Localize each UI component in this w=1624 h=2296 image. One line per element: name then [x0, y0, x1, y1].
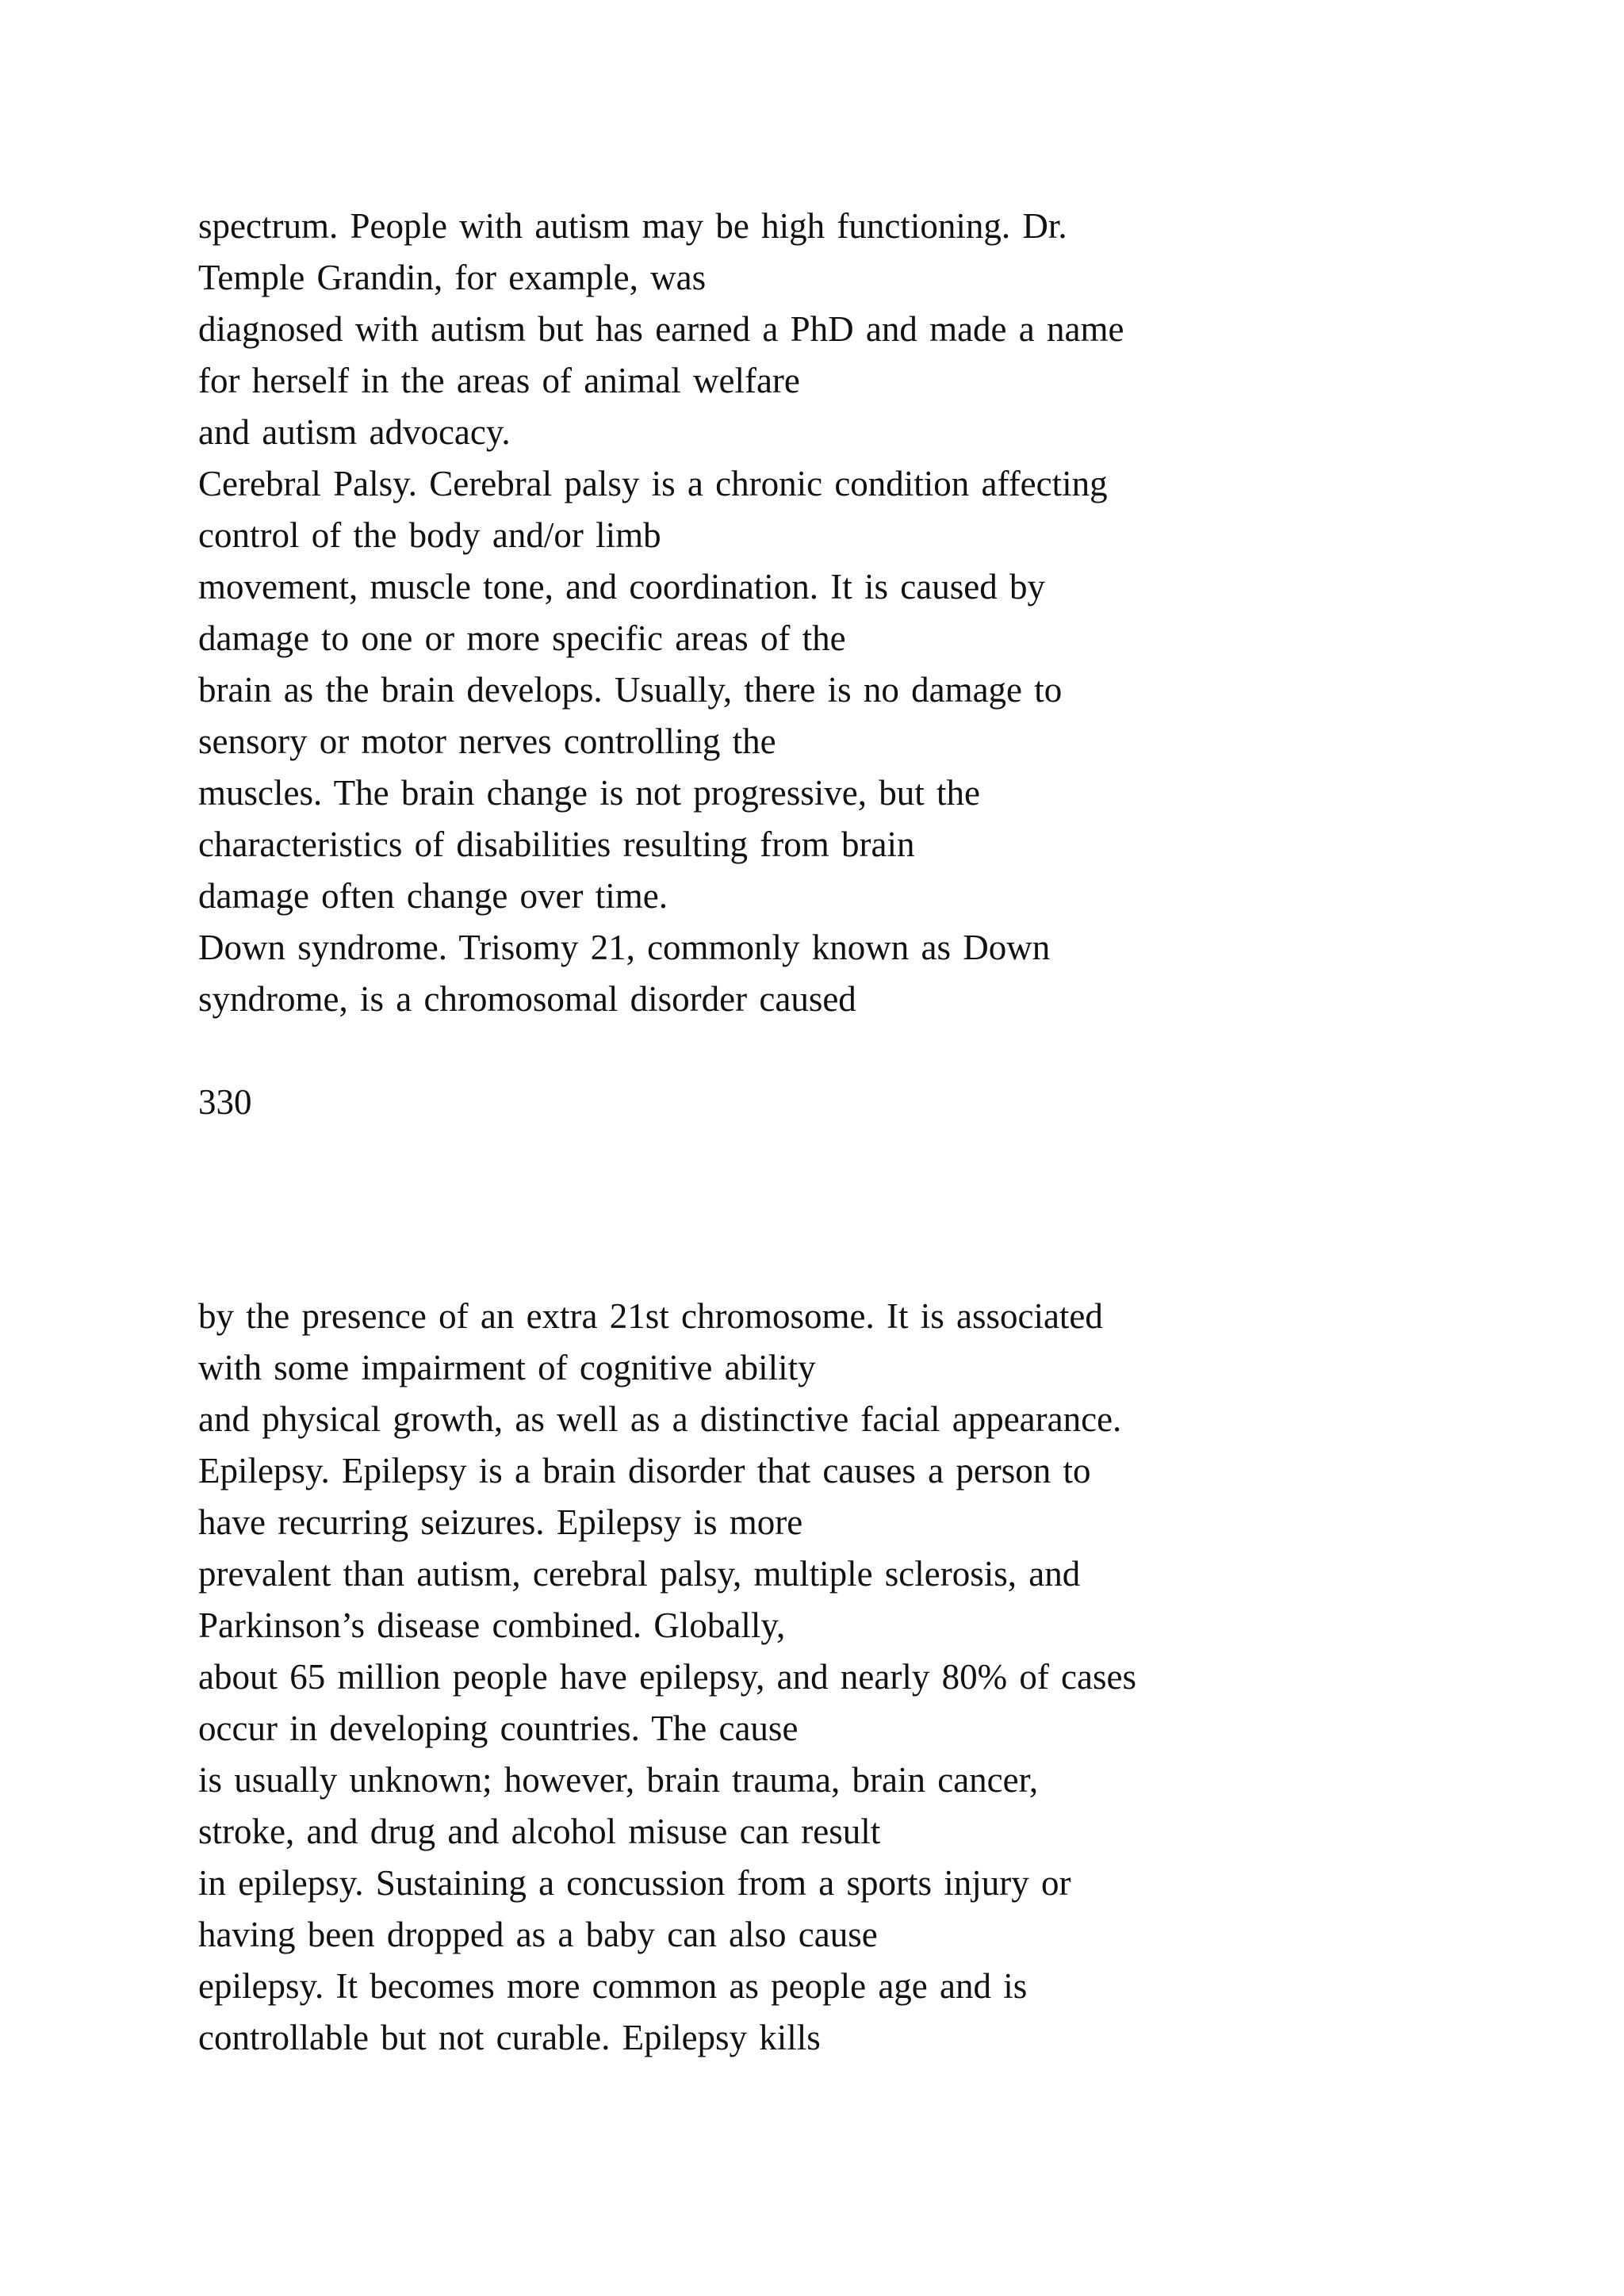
text-line: Temple Grandin, for example, was	[198, 258, 707, 297]
text-line: stroke, and drug and alcohol misuse can result	[198, 1812, 881, 1851]
text-line: for herself in the areas of animal welfare	[198, 361, 800, 400]
text-line: and physical growth, as well as a distinctive facial appearance.	[198, 1399, 1122, 1439]
text-line: damage often change over time.	[198, 876, 668, 916]
text-line: sensory or motor nerves controlling the	[198, 721, 776, 761]
text-line: is usually unknown; however, brain trauma, brain cancer,	[198, 1760, 1039, 1800]
text-line: Parkinson’s disease combined. Globally,	[198, 1605, 786, 1645]
text-line: prevalent than autism, cerebral palsy, multiple sclerosis, and	[198, 1554, 1081, 1594]
text-line: and autism advocacy.	[198, 412, 511, 452]
text-line: in epilepsy. Sustaining a concussion from a sports injury or	[198, 1863, 1071, 1903]
text-line: Cerebral Palsy. Cerebral palsy is a chronic condition affecting	[198, 464, 1108, 503]
text-line: having been dropped as a baby can also cause	[198, 1915, 878, 1954]
text-line: about 65 million people have epilepsy, and nearly 80% of cases	[198, 1657, 1136, 1697]
text-line: muscles. The brain change is not progressive, but the	[198, 773, 980, 813]
text-line: have recurring seizures. Epilepsy is more	[198, 1502, 803, 1542]
text-line: brain as the brain develops. Usually, there is no damage to	[198, 670, 1063, 710]
text-line: control of the body and/or limb	[198, 515, 661, 555]
text-line: diagnosed with autism but has earned a PhD and made a name	[198, 309, 1124, 349]
text-line: Down syndrome. Trisomy 21, commonly known as Down	[198, 928, 1051, 967]
text-line: occur in developing countries. The cause	[198, 1709, 799, 1748]
text-line: with some impairment of cognitive ability	[198, 1348, 816, 1387]
text-line: syndrome, is a chromosomal disorder caused	[198, 979, 856, 1019]
page-number: 330	[198, 1082, 252, 1122]
text-line: epilepsy. It becomes more common as people age and is	[198, 1966, 1028, 2006]
text-line: spectrum. People with autism may be high functioning. Dr.	[198, 206, 1067, 246]
text-line: by the presence of an extra 21st chromosome. It is associated	[198, 1296, 1103, 1336]
text-line: movement, muscle tone, and coordination. It is caused by	[198, 567, 1045, 607]
text-line: damage to one or more specific areas of the	[198, 618, 846, 658]
text-line: Epilepsy. Epilepsy is a brain disorder that causes a person to	[198, 1451, 1091, 1490]
text-line: characteristics of disabilities resulting from brain	[198, 825, 915, 864]
text-line: controllable but not curable. Epilepsy kills	[198, 2018, 821, 2057]
